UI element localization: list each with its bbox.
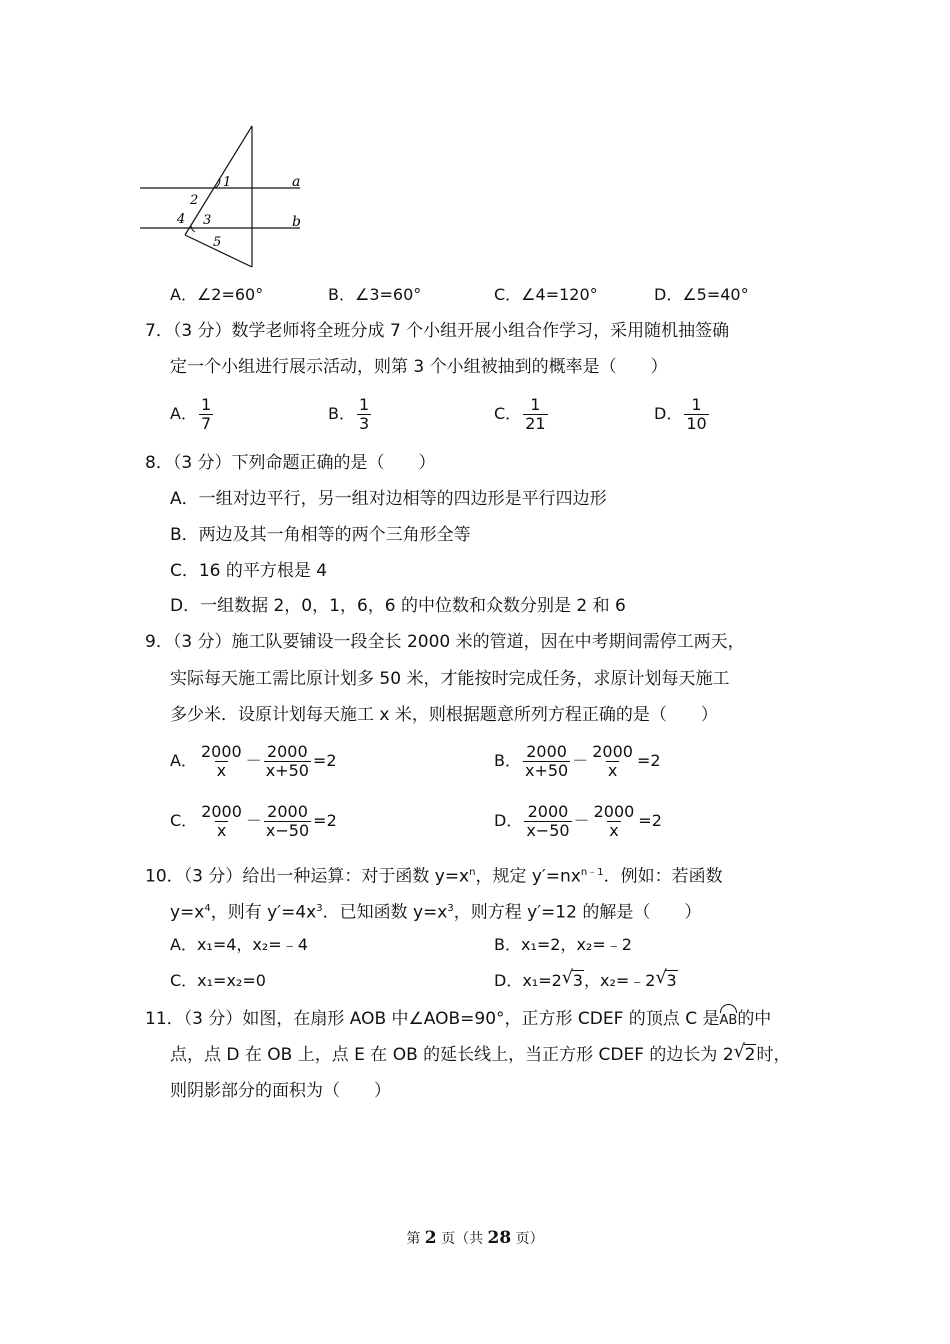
q10-stem-line2: $y=x^4$，则有 $y'=4x^3$．已知函数 $y=x^3$，则方程 y′=12 的解是（ ）	[170, 902, 702, 923]
q9-option-c[interactable]: C． $\frac{2000}{x}$ － $\frac{2000}{x-50}$ =2	[170, 802, 337, 840]
fraction: $\frac{2000}{x-50}$	[526, 802, 570, 840]
q6-option-d[interactable]: D．∠5=40°	[654, 285, 749, 304]
label-a: a	[292, 174, 301, 190]
fraction: $\frac{2000}{x+50}$	[524, 742, 569, 780]
fraction: $\frac{1}{21}$	[525, 395, 546, 433]
fraction: $\frac{2000}{x}$	[201, 802, 242, 840]
q8-option-a[interactable]: A．一组对边平行，另一组对边相等的四边形是平行四边形	[170, 489, 607, 509]
q7-option-b[interactable]: B． $\frac{1}{3}$	[328, 395, 370, 433]
fraction: $\frac{2000}{x}$	[593, 802, 635, 840]
q10-option-a[interactable]: A．x₁=4，x₂=﹣4	[170, 935, 308, 954]
fraction: $\frac{2000}{x+50}$	[265, 742, 309, 780]
page-number: 2	[424, 1228, 437, 1248]
q9-option-a[interactable]: A． $\frac{2000}{x}$ － $\frac{2000}{x+50}$ =2	[170, 742, 337, 780]
page-footer: 第 2 页（共 28 页）	[406, 1228, 544, 1248]
q7-option-c[interactable]: C． $\frac{1}{21}$	[494, 395, 546, 433]
transversal-left	[185, 126, 252, 235]
q10-stem-line1: 10．（3 分）给出一种运算：对于函数 $y=x^n$，规定 $y'=nx^{n﹣1}$．例如：若函数	[145, 866, 723, 887]
q9-stem-line3: 多少米．设原计划每天施工 x 米，则根据题意所列方程正确的是（ ）	[170, 705, 718, 725]
q9-option-b[interactable]: B． $\frac{2000}{x+50}$ － $\frac{2000}{x}$ =2	[494, 742, 661, 780]
label-1: 1	[223, 175, 232, 190]
label-3: 3	[203, 213, 212, 228]
q10-option-d[interactable]: D．x₁=2 √ 3，x₂=﹣2 √ 3	[494, 967, 677, 990]
q7-stem-line1: 7．（3 分）数学老师将全班分成 7 个小组开展小组合作学习，采用随机抽签确	[145, 321, 730, 341]
page-total: 28	[487, 1228, 512, 1248]
q7-option-a[interactable]: A． $\frac{1}{7}$	[170, 395, 212, 433]
q9-stem-line2: 实际每天施工需比原计划多 50 米，才能按时完成任务，求原计划每天施工	[170, 669, 730, 689]
q8-option-c[interactable]: C．16 的平方根是 4	[170, 561, 328, 581]
arc-ab: AB	[720, 1006, 738, 1032]
label-5: 5	[213, 235, 222, 250]
q11-stem-line2: 点，点 D 在 OB 上，点 E 在 OB 的延长线上，当正方形 CDEF 的边长为 2 √ 2时，	[170, 1041, 791, 1065]
sqrt: √ 2	[733, 1041, 756, 1065]
sqrt: √ 3	[561, 967, 583, 990]
q7-option-d[interactable]: D． $\frac{1}{10}$	[654, 395, 707, 433]
label-b: b	[292, 214, 301, 230]
fraction: $\frac{2000}{x}$	[200, 742, 242, 780]
q7-stem-line2: 定一个小组进行展示活动，则第 3 个小组被抽到的概率是（ ）	[170, 357, 668, 377]
q9-stem-line1: 9．（3 分）施工队要铺设一段全长 2000 米的管道，因在中考期间需停工两天，	[145, 632, 745, 652]
q8-stem: 8．（3 分）下列命题正确的是（ ）	[145, 453, 436, 473]
q11-stem-line3: 则阴影部分的面积为（ ）	[170, 1081, 391, 1101]
q6-option-a[interactable]: A．∠2=60°	[170, 285, 264, 304]
fraction: $\frac{2000}{x}$	[592, 742, 633, 780]
q6-option-b[interactable]: B．∠3=60°	[328, 285, 422, 304]
fraction: $\frac{1}{7}$	[200, 395, 212, 433]
parallel-lines-figure	[135, 120, 315, 270]
q10-option-c[interactable]: C．x₁=x₂=0	[170, 971, 266, 990]
q6-option-c[interactable]: C．∠4=120°	[494, 285, 598, 304]
q10-option-b[interactable]: B．x₁=2，x₂=﹣2	[494, 935, 632, 954]
label-2: 2	[190, 193, 199, 208]
q11-stem-line1: 11．（3 分）如图，在扇形 AOB 中∠AOB=90°，正方形 CDEF 的顶点 C 是AB的中	[145, 1006, 771, 1032]
sqrt: √ 3	[655, 967, 677, 990]
q8-option-b[interactable]: B．两边及其一角相等的两个三角形全等	[170, 525, 471, 545]
fraction: $\frac{1}{3}$	[358, 395, 370, 433]
label-4: 4	[177, 212, 186, 227]
fraction: $\frac{2000}{x-50}$	[265, 802, 310, 840]
fraction: $\frac{1}{10}$	[686, 395, 707, 433]
q8-option-d[interactable]: D．一组数据 2，0，1，6，6 的中位数和众数分别是 2 和 6	[170, 596, 626, 616]
q9-option-d[interactable]: D． $\frac{2000}{x-50}$ － $\frac{2000}{x}$ =2	[494, 802, 662, 840]
